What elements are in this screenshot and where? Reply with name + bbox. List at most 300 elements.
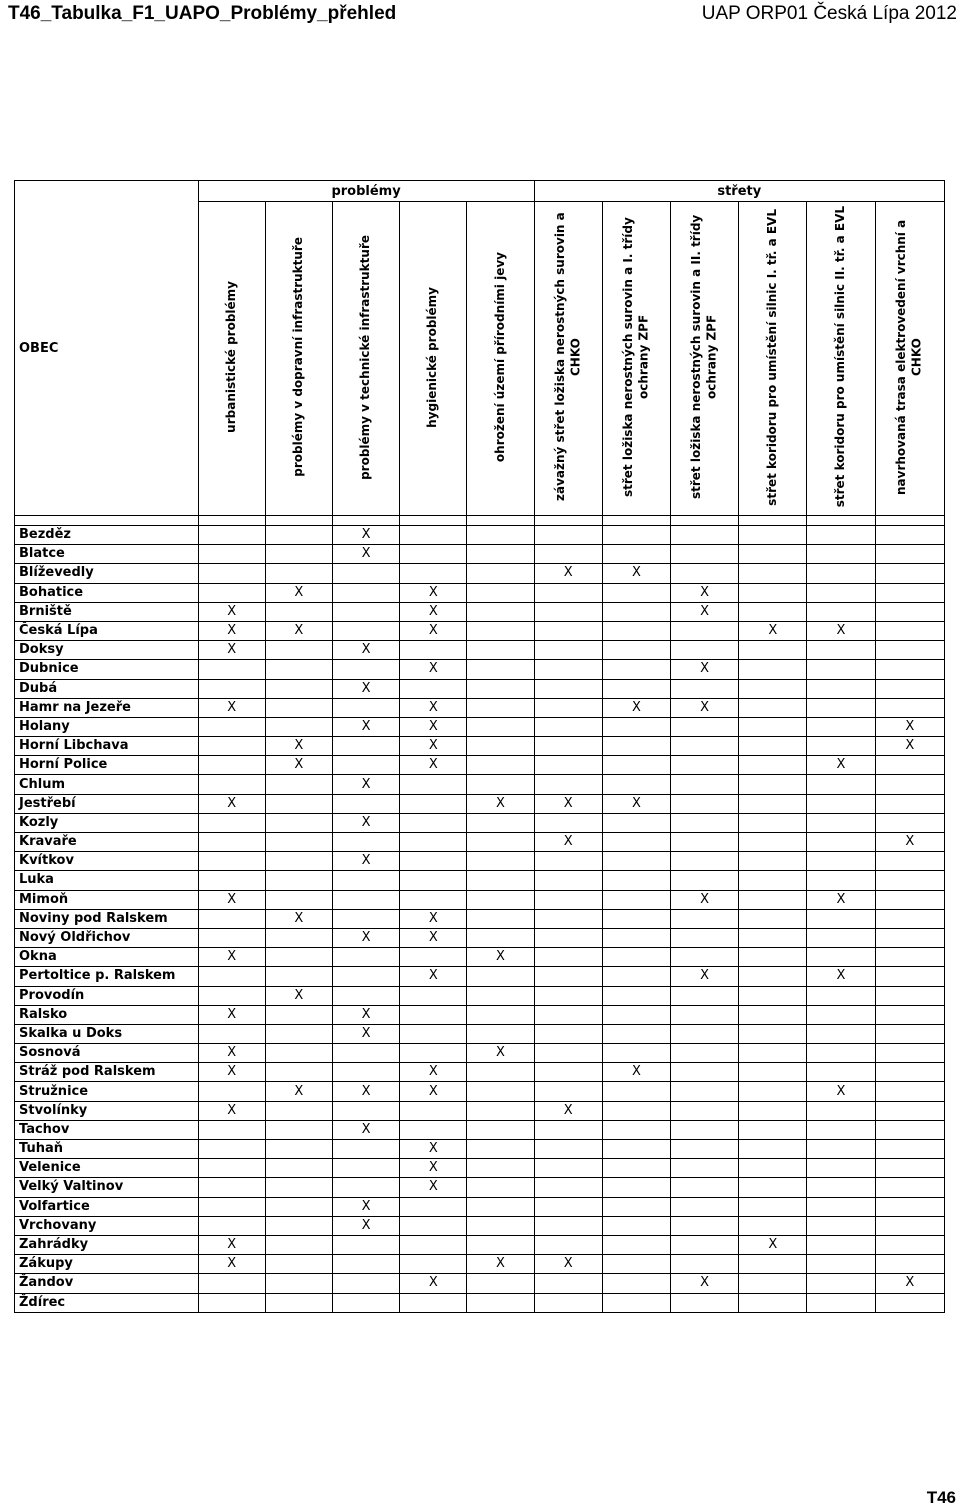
- empty-cell: [807, 1274, 875, 1293]
- empty-cell: [807, 1178, 875, 1197]
- obec-name: Horní Police: [15, 756, 199, 775]
- mark-cell: X: [602, 564, 670, 583]
- empty-cell: [534, 813, 602, 832]
- empty-cell: [400, 526, 467, 545]
- empty-cell: [198, 967, 265, 986]
- empty-cell: [875, 928, 944, 947]
- empty-cell: [739, 1293, 807, 1312]
- mark-cell: X: [400, 583, 467, 602]
- column-header-label: urbanistické problémy: [223, 281, 238, 433]
- mark-cell: X: [198, 1063, 265, 1082]
- column-header-3: [400, 202, 467, 516]
- empty-cell: [467, 890, 534, 909]
- table-row: [15, 871, 945, 890]
- table-row: [15, 1101, 945, 1120]
- table-row: [15, 852, 945, 871]
- empty-cell: [467, 1178, 534, 1197]
- empty-cell: [400, 1255, 467, 1274]
- empty-cell: [807, 660, 875, 679]
- empty-cell: [265, 564, 332, 583]
- obec-name: Ralsko: [15, 1005, 199, 1024]
- empty-cell: [807, 1063, 875, 1082]
- column-header-label: hygienické problémy: [425, 286, 440, 428]
- mark-cell: X: [332, 928, 399, 947]
- table-row: [15, 1178, 945, 1197]
- empty-cell: [739, 1063, 807, 1082]
- empty-cell: [332, 1235, 399, 1254]
- empty-cell: [332, 660, 399, 679]
- empty-cell: [671, 1120, 739, 1139]
- empty-cell: [875, 909, 944, 928]
- empty-cell: [739, 833, 807, 852]
- empty-cell: [807, 948, 875, 967]
- empty-cell: [400, 871, 467, 890]
- empty-cell: [807, 1216, 875, 1235]
- mark-cell: X: [332, 1024, 399, 1043]
- empty-cell: [467, 1197, 534, 1216]
- table-row: [15, 526, 945, 545]
- table-row: [15, 967, 945, 986]
- empty-cell: [265, 794, 332, 813]
- empty-cell: [671, 1044, 739, 1063]
- empty-cell: [739, 1044, 807, 1063]
- empty-cell: [875, 1293, 944, 1312]
- empty-cell: [198, 928, 265, 947]
- empty-cell: [671, 564, 739, 583]
- empty-cell: [400, 890, 467, 909]
- empty-cell: [265, 775, 332, 794]
- empty-cell: [807, 679, 875, 698]
- empty-cell: [467, 967, 534, 986]
- empty-cell: [739, 564, 807, 583]
- empty-cell: [671, 1293, 739, 1312]
- empty-cell: [807, 583, 875, 602]
- empty-cell: [467, 545, 534, 564]
- mark-cell: X: [671, 660, 739, 679]
- obec-name: Tachov: [15, 1120, 199, 1139]
- mark-cell: X: [875, 1274, 944, 1293]
- empty-cell: [534, 1005, 602, 1024]
- empty-cell: [534, 852, 602, 871]
- spacer-cell: [400, 516, 467, 526]
- spacer-cell: [671, 516, 739, 526]
- empty-cell: [198, 583, 265, 602]
- obec-name: Luka: [15, 871, 199, 890]
- empty-cell: [265, 641, 332, 660]
- table-row: [15, 1235, 945, 1254]
- empty-cell: [875, 1159, 944, 1178]
- empty-cell: [807, 545, 875, 564]
- mark-cell: X: [739, 621, 807, 640]
- obec-name: Brniště: [15, 602, 199, 621]
- empty-cell: [198, 1197, 265, 1216]
- mark-cell: X: [265, 583, 332, 602]
- empty-cell: [807, 928, 875, 947]
- mark-cell: X: [332, 526, 399, 545]
- empty-cell: [332, 1255, 399, 1274]
- mark-cell: X: [265, 909, 332, 928]
- empty-cell: [671, 871, 739, 890]
- empty-cell: [534, 1274, 602, 1293]
- empty-cell: [807, 909, 875, 928]
- empty-cell: [671, 737, 739, 756]
- empty-cell: [467, 1235, 534, 1254]
- empty-cell: [602, 1159, 670, 1178]
- mark-cell: X: [265, 737, 332, 756]
- empty-cell: [467, 583, 534, 602]
- empty-cell: [534, 1197, 602, 1216]
- mark-cell: X: [198, 1255, 265, 1274]
- empty-cell: [198, 1140, 265, 1159]
- empty-cell: [467, 698, 534, 717]
- table-row: [15, 1120, 945, 1139]
- mark-cell: X: [400, 1274, 467, 1293]
- empty-cell: [875, 641, 944, 660]
- empty-cell: [807, 1255, 875, 1274]
- empty-cell: [602, 1005, 670, 1024]
- empty-cell: [467, 679, 534, 698]
- empty-cell: [875, 1005, 944, 1024]
- empty-cell: [332, 1101, 399, 1120]
- empty-cell: [332, 698, 399, 717]
- empty-cell: [198, 737, 265, 756]
- empty-cell: [807, 1235, 875, 1254]
- empty-cell: [467, 1159, 534, 1178]
- empty-cell: [332, 621, 399, 640]
- table-row: [15, 1063, 945, 1082]
- empty-cell: [739, 1005, 807, 1024]
- mark-cell: X: [332, 679, 399, 698]
- column-header-8: [739, 202, 807, 516]
- empty-cell: [265, 602, 332, 621]
- table-row: [15, 602, 945, 621]
- empty-cell: [739, 545, 807, 564]
- empty-cell: [400, 1293, 467, 1312]
- empty-cell: [739, 948, 807, 967]
- empty-cell: [807, 986, 875, 1005]
- empty-cell: [875, 545, 944, 564]
- empty-cell: [602, 813, 670, 832]
- empty-cell: [602, 852, 670, 871]
- table-row: [15, 545, 945, 564]
- empty-cell: [467, 986, 534, 1005]
- empty-cell: [198, 564, 265, 583]
- obec-name: Pertoltice p. Ralskem: [15, 967, 199, 986]
- spacer-cell: [467, 516, 534, 526]
- obec-name: Stráž pod Ralskem: [15, 1063, 199, 1082]
- mark-cell: X: [400, 1178, 467, 1197]
- column-header-label: problémy v technické infrastruktuře: [358, 234, 373, 480]
- empty-cell: [198, 1178, 265, 1197]
- empty-cell: [467, 871, 534, 890]
- spacer-cell: [602, 516, 670, 526]
- empty-cell: [265, 1235, 332, 1254]
- empty-cell: [467, 1082, 534, 1101]
- obec-name: Stvolínky: [15, 1101, 199, 1120]
- empty-cell: [400, 679, 467, 698]
- empty-cell: [400, 775, 467, 794]
- empty-cell: [602, 890, 670, 909]
- empty-cell: [534, 1082, 602, 1101]
- empty-cell: [265, 1293, 332, 1312]
- column-header-4: [467, 202, 534, 516]
- empty-cell: [332, 948, 399, 967]
- empty-cell: [265, 717, 332, 736]
- empty-cell: [400, 1235, 467, 1254]
- empty-cell: [671, 1140, 739, 1159]
- empty-cell: [602, 1178, 670, 1197]
- obec-name: Horní Libchava: [15, 737, 199, 756]
- empty-cell: [602, 621, 670, 640]
- table-row: [15, 928, 945, 947]
- empty-cell: [739, 1216, 807, 1235]
- document-title: T46_Tabulka_F1_UAPO_Problémy_přehled: [8, 3, 397, 24]
- empty-cell: [332, 583, 399, 602]
- empty-cell: [739, 641, 807, 660]
- empty-cell: [467, 1216, 534, 1235]
- mark-cell: X: [400, 756, 467, 775]
- empty-cell: [400, 833, 467, 852]
- empty-cell: [875, 1044, 944, 1063]
- empty-cell: [400, 1120, 467, 1139]
- table-row: [15, 1159, 945, 1178]
- empty-cell: [534, 756, 602, 775]
- empty-cell: [602, 833, 670, 852]
- empty-cell: [875, 890, 944, 909]
- column-header-label: závažný střet ložiska nerostných surovin a CHKO: [552, 212, 583, 502]
- empty-cell: [875, 986, 944, 1005]
- empty-cell: [332, 1274, 399, 1293]
- empty-cell: [265, 833, 332, 852]
- empty-cell: [671, 1235, 739, 1254]
- empty-cell: [332, 737, 399, 756]
- spacer-cell: [807, 516, 875, 526]
- table-row: [15, 1216, 945, 1235]
- table-row: [15, 1140, 945, 1159]
- empty-cell: [198, 1159, 265, 1178]
- empty-cell: [198, 986, 265, 1005]
- empty-cell: [671, 813, 739, 832]
- empty-cell: [198, 717, 265, 736]
- empty-cell: [875, 1101, 944, 1120]
- empty-cell: [807, 698, 875, 717]
- empty-cell: [807, 1140, 875, 1159]
- column-header-6: [602, 202, 670, 516]
- mark-cell: X: [875, 737, 944, 756]
- empty-cell: [739, 1082, 807, 1101]
- empty-cell: [671, 909, 739, 928]
- table-row: [15, 1274, 945, 1293]
- empty-cell: [265, 890, 332, 909]
- empty-cell: [534, 1044, 602, 1063]
- empty-cell: [332, 794, 399, 813]
- obec-name: Doksy: [15, 641, 199, 660]
- empty-cell: [602, 1044, 670, 1063]
- empty-cell: [807, 1293, 875, 1312]
- mark-cell: X: [467, 794, 534, 813]
- column-header-10: [875, 202, 944, 516]
- empty-cell: [739, 986, 807, 1005]
- mark-cell: X: [400, 698, 467, 717]
- mark-cell: X: [198, 1101, 265, 1120]
- empty-cell: [198, 1274, 265, 1293]
- empty-cell: [534, 660, 602, 679]
- empty-cell: [739, 1024, 807, 1043]
- obec-name: Noviny pod Ralskem: [15, 909, 199, 928]
- empty-cell: [467, 813, 534, 832]
- mark-cell: X: [602, 794, 670, 813]
- mark-cell: X: [467, 1044, 534, 1063]
- empty-cell: [332, 967, 399, 986]
- obec-name: Dubá: [15, 679, 199, 698]
- empty-cell: [198, 1082, 265, 1101]
- empty-cell: [602, 1082, 670, 1101]
- empty-cell: [602, 909, 670, 928]
- empty-cell: [534, 1216, 602, 1235]
- empty-cell: [265, 1178, 332, 1197]
- empty-cell: [807, 1101, 875, 1120]
- empty-cell: [265, 813, 332, 832]
- empty-cell: [534, 1024, 602, 1043]
- empty-cell: [332, 1178, 399, 1197]
- empty-cell: [534, 1293, 602, 1312]
- mark-cell: X: [332, 717, 399, 736]
- empty-cell: [198, 526, 265, 545]
- obec-name: Bohatice: [15, 583, 199, 602]
- mark-cell: X: [332, 1120, 399, 1139]
- empty-cell: [265, 526, 332, 545]
- empty-cell: [198, 852, 265, 871]
- empty-cell: [875, 679, 944, 698]
- empty-cell: [671, 526, 739, 545]
- obec-name: Vrchovany: [15, 1216, 199, 1235]
- mark-cell: X: [400, 928, 467, 947]
- empty-cell: [671, 928, 739, 947]
- column-header-label: střet ložiska nerostných surovin a II. třídy ochrany ZPF: [689, 214, 719, 500]
- column-header-label: problémy v dopravní infrastruktuře: [291, 237, 306, 477]
- mark-cell: X: [534, 1101, 602, 1120]
- mark-cell: X: [332, 1005, 399, 1024]
- empty-cell: [467, 641, 534, 660]
- mark-cell: X: [602, 1063, 670, 1082]
- empty-cell: [467, 852, 534, 871]
- mark-cell: X: [671, 1274, 739, 1293]
- table-row: [15, 621, 945, 640]
- empty-cell: [467, 1063, 534, 1082]
- mark-cell: X: [332, 1216, 399, 1235]
- empty-cell: [875, 1216, 944, 1235]
- empty-cell: [332, 833, 399, 852]
- empty-cell: [467, 564, 534, 583]
- mark-cell: X: [198, 794, 265, 813]
- empty-cell: [534, 545, 602, 564]
- empty-cell: [875, 1120, 944, 1139]
- empty-cell: [807, 737, 875, 756]
- empty-cell: [602, 1235, 670, 1254]
- empty-cell: [467, 1024, 534, 1043]
- mark-cell: X: [198, 1005, 265, 1024]
- empty-cell: [534, 621, 602, 640]
- obec-name: Holany: [15, 717, 199, 736]
- table-row: [15, 1005, 945, 1024]
- empty-cell: [739, 526, 807, 545]
- obec-name: Dubnice: [15, 660, 199, 679]
- empty-cell: [739, 813, 807, 832]
- mark-cell: X: [265, 986, 332, 1005]
- empty-cell: [671, 1197, 739, 1216]
- empty-cell: [671, 833, 739, 852]
- mark-cell: X: [400, 737, 467, 756]
- spacer-cell: [265, 516, 332, 526]
- empty-cell: [875, 775, 944, 794]
- obec-name: Bezděz: [15, 526, 199, 545]
- obec-name: Velký Valtinov: [15, 1178, 199, 1197]
- mark-cell: X: [198, 698, 265, 717]
- empty-cell: [534, 967, 602, 986]
- empty-cell: [739, 737, 807, 756]
- empty-cell: [534, 1235, 602, 1254]
- empty-cell: [332, 602, 399, 621]
- empty-cell: [534, 871, 602, 890]
- empty-cell: [807, 852, 875, 871]
- empty-cell: [198, 1293, 265, 1312]
- empty-cell: [875, 1255, 944, 1274]
- page-code: T46: [926, 1488, 956, 1507]
- empty-cell: [534, 602, 602, 621]
- mark-cell: X: [400, 621, 467, 640]
- mark-cell: X: [198, 641, 265, 660]
- empty-cell: [671, 948, 739, 967]
- empty-cell: [265, 948, 332, 967]
- empty-cell: [198, 1120, 265, 1139]
- empty-cell: [739, 1101, 807, 1120]
- empty-cell: [467, 1293, 534, 1312]
- empty-cell: [332, 1159, 399, 1178]
- empty-cell: [198, 756, 265, 775]
- obec-name: Sosnová: [15, 1044, 199, 1063]
- empty-cell: [807, 641, 875, 660]
- mark-cell: X: [265, 756, 332, 775]
- column-header-label: střet ložiska nerostných surovin a I. třídy ochrany ZPF: [620, 217, 651, 497]
- empty-cell: [671, 679, 739, 698]
- empty-cell: [602, 928, 670, 947]
- empty-cell: [671, 545, 739, 564]
- empty-cell: [400, 986, 467, 1005]
- empty-cell: [739, 1255, 807, 1274]
- empty-cell: [875, 660, 944, 679]
- empty-cell: [807, 602, 875, 621]
- empty-cell: [602, 545, 670, 564]
- empty-cell: [400, 852, 467, 871]
- table-row: [15, 775, 945, 794]
- empty-cell: [534, 737, 602, 756]
- empty-cell: [332, 871, 399, 890]
- mark-cell: X: [198, 1235, 265, 1254]
- empty-cell: [671, 1005, 739, 1024]
- empty-cell: [739, 794, 807, 813]
- empty-cell: [739, 1274, 807, 1293]
- empty-cell: [467, 833, 534, 852]
- column-header-label: navrhovaná trasa elektrovedení vrchní a CHKO: [894, 219, 924, 495]
- table-row: [15, 948, 945, 967]
- mark-cell: X: [671, 698, 739, 717]
- mark-cell: X: [332, 852, 399, 871]
- empty-cell: [807, 1005, 875, 1024]
- empty-cell: [400, 545, 467, 564]
- empty-cell: [467, 602, 534, 621]
- empty-cell: [332, 1044, 399, 1063]
- empty-cell: [671, 756, 739, 775]
